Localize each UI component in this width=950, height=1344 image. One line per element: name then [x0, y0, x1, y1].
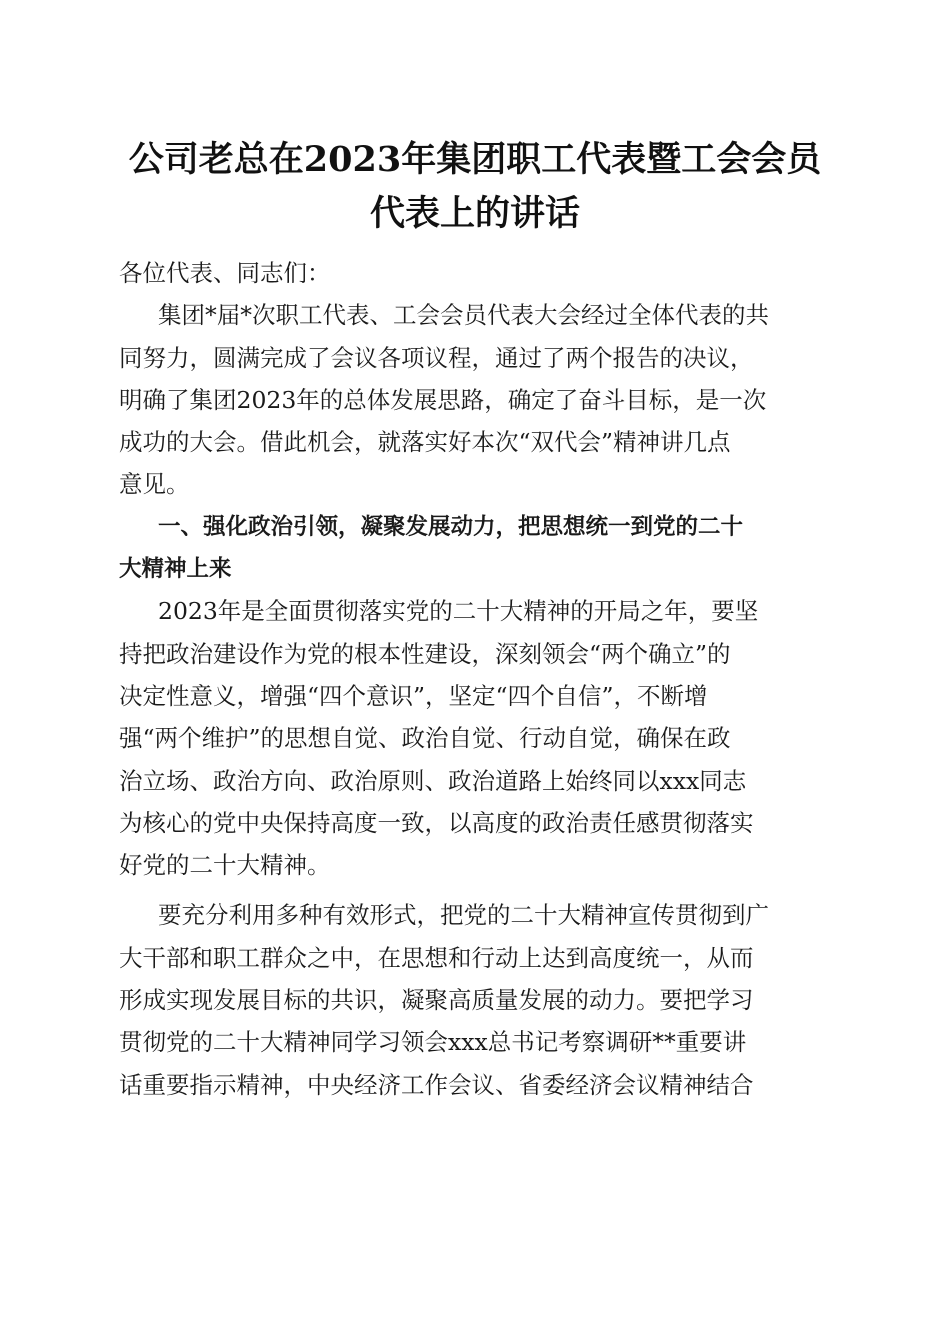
text-line: 集团*届*次职工代表、工会会员代表大会经过全体代表的共 [158, 301, 769, 330]
intro-paragraph [119, 294, 825, 505]
document-title [100, 133, 850, 241]
text-line: 要充分利用多种有效形式，把党的二十大精神宣传贯彻到广 [158, 901, 769, 930]
text-line: 明确了集团2023年的总体发展思路，确定了奋斗目标，是一次 [119, 385, 767, 414]
text-line: 持把政治建设作为党的根本性建设，深刻领会“两个确立”的 [119, 639, 731, 668]
text-line: 2023年是全面贯彻落实党的二十大精神的开局之年，要坚 [158, 597, 759, 626]
text-line: 形成实现发展目标的共识，凝聚高质量发展的动力。要把学习 [119, 986, 754, 1015]
text-line: 话重要指示精神，中央经济工作会议、省委经济会议精神结合 [119, 1070, 754, 1099]
document-body [119, 252, 825, 1106]
body-paragraph [119, 590, 825, 886]
heading-line: 一、强化政治引领，凝聚发展动力，把思想统一到党的二十 [158, 513, 744, 540]
text-line: 同努力，圆满完成了会议各项议程，通过了两个报告的决议， [119, 343, 754, 372]
body-paragraph [119, 894, 825, 1105]
text-line: 贯彻党的二十大精神同学习领会xxx总书记考察调研**重要讲 [119, 1028, 747, 1057]
text-line: 成功的大会。借此机会，就落实好本次“双代会”精神讲几点 [119, 428, 731, 457]
text-line: 好党的二十大精神。 [119, 851, 331, 880]
title-line-2: 代表上的讲话 [369, 193, 580, 234]
text-line: 为核心的党中央保持高度一致，以高度的政治责任感贯彻落实 [119, 808, 754, 837]
section-heading [119, 506, 825, 591]
text-line: 大干部和职工群众之中，在思想和行动上达到高度统一，从而 [119, 943, 754, 972]
heading-line: 大精神上来 [119, 556, 232, 583]
salutation: 各位代表、同志们： [119, 259, 331, 287]
text-line: 意见。 [119, 470, 190, 499]
text-line: 强“两个维护”的思想自觉、政治自觉、行动自觉，确保在政 [119, 724, 731, 753]
text-line: 决定性意义，增强“四个意识”，坚定“四个自信”，不断增 [119, 681, 708, 710]
text-line: 治立场、政治方向、政治原则、政治道路上始终同以xxx同志 [119, 766, 747, 795]
title-line-1: 公司老总在2023年集团职工代表暨工会会员 [128, 139, 822, 180]
paragraph-gap [119, 886, 825, 894]
